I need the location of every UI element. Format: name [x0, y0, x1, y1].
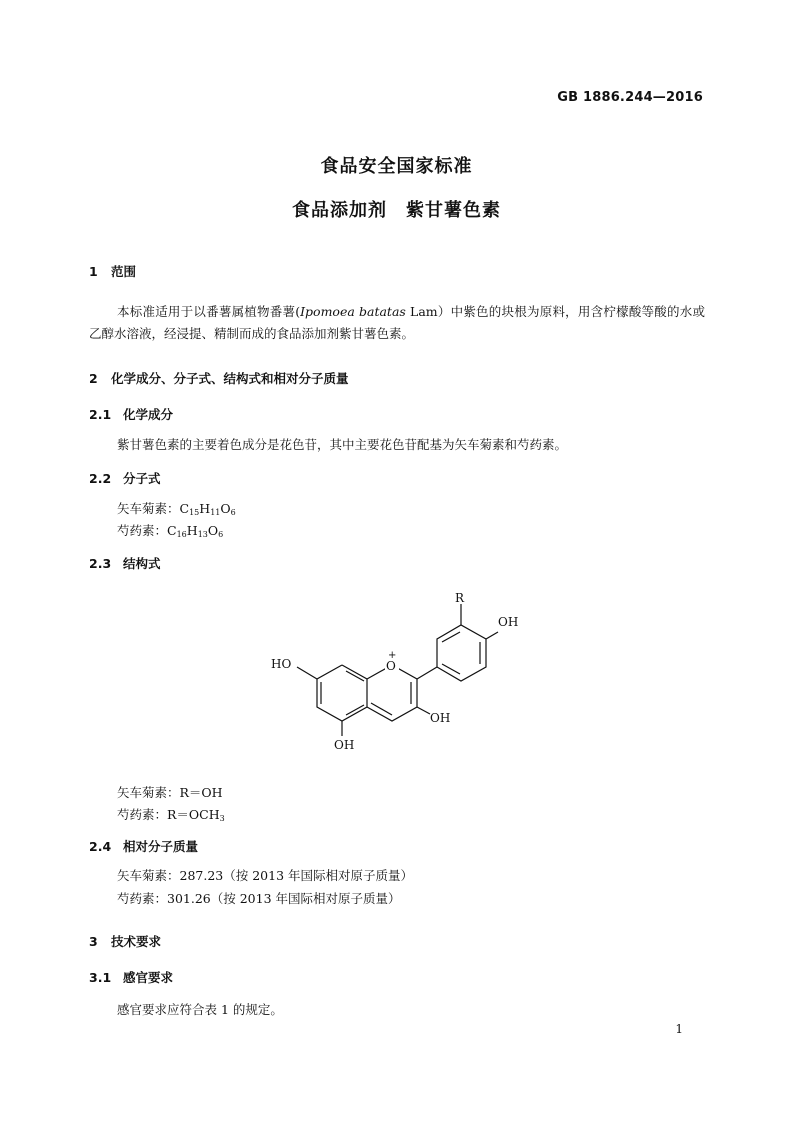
r-group-peonidin: 芍药素：$R=OCH_3$ — [117, 807, 225, 823]
label-r: R — [455, 591, 465, 605]
standard-number: GB 1886.244—2016 — [557, 90, 703, 105]
section-title: 感官要求 — [123, 970, 174, 985]
label-positive-charge: + — [388, 650, 397, 661]
scope-latin-name: Ipomoea batatas — [300, 304, 406, 319]
section-number: 2.4 — [89, 839, 112, 854]
section-title: 相对分子质量 — [123, 839, 199, 854]
label-oh-5: OH — [334, 738, 355, 752]
section-number: 3 — [89, 934, 98, 949]
section-number: 2.2 — [89, 471, 112, 486]
scope-text-1: 本标准适用于以番薯属植物番薯( — [117, 304, 301, 319]
sensory-requirement-text: 感官要求应符合表 1 的规定。 — [117, 1002, 283, 1017]
section-3-heading — [89, 932, 161, 950]
mass-cyanidin: 矢车菊素：287.23（按 2013 年国际相对原子质量） — [117, 868, 413, 883]
r-group-cyanidin: 矢车菊素：R＝OH — [117, 785, 223, 800]
page-number: 1 — [675, 1022, 683, 1036]
document-subtitle: 食品添加剂 紫甘薯色素 — [292, 200, 501, 221]
section-title: 化学成分 — [123, 407, 174, 422]
label-ho-7: HO — [271, 657, 292, 671]
section-number: 1 — [89, 264, 98, 279]
chemical-composition-text: 紫甘薯色素的主要着色成分是花色苷，其中主要花色苷配基为矢车菊素和芍药素。 — [117, 437, 568, 452]
section-title: 化学成分、分子式、结构式和相对分子质量 — [111, 371, 349, 386]
section-number: 2 — [89, 371, 98, 386]
section-number: 2.1 — [89, 407, 112, 422]
section-number: 2.3 — [89, 556, 112, 571]
document-title: 食品安全国家标准 — [320, 156, 473, 177]
formula-peonidin: 芍药素：$C_{16}H_{13}O_6$ — [117, 523, 224, 539]
section-title: 结构式 — [123, 556, 161, 571]
mass-peonidin: 芍药素：301.26（按 2013 年国际相对原子质量） — [117, 891, 401, 906]
section-title: 分子式 — [123, 471, 161, 486]
label-oh-4prime: OH — [498, 615, 519, 629]
label-ring-oxygen: O — [386, 659, 396, 673]
section-2-4-heading — [89, 837, 198, 855]
section-title: 范围 — [111, 264, 137, 279]
formula-cyanidin: 矢车菊素：$C_{15}H_{11}O_6$ — [117, 501, 236, 517]
scope-text-2: Lam）中紫色的块根为原料，用含柠檬酸等酸的水或乙醇水溶液，经浸提、精制而成的食品添加剂紫甘薯色素。 — [89, 304, 705, 341]
section-number: 3.1 — [89, 970, 112, 985]
section-title: 技术要求 — [111, 934, 162, 949]
label-oh-3: OH — [430, 711, 451, 725]
section-3-1-heading — [89, 968, 173, 986]
